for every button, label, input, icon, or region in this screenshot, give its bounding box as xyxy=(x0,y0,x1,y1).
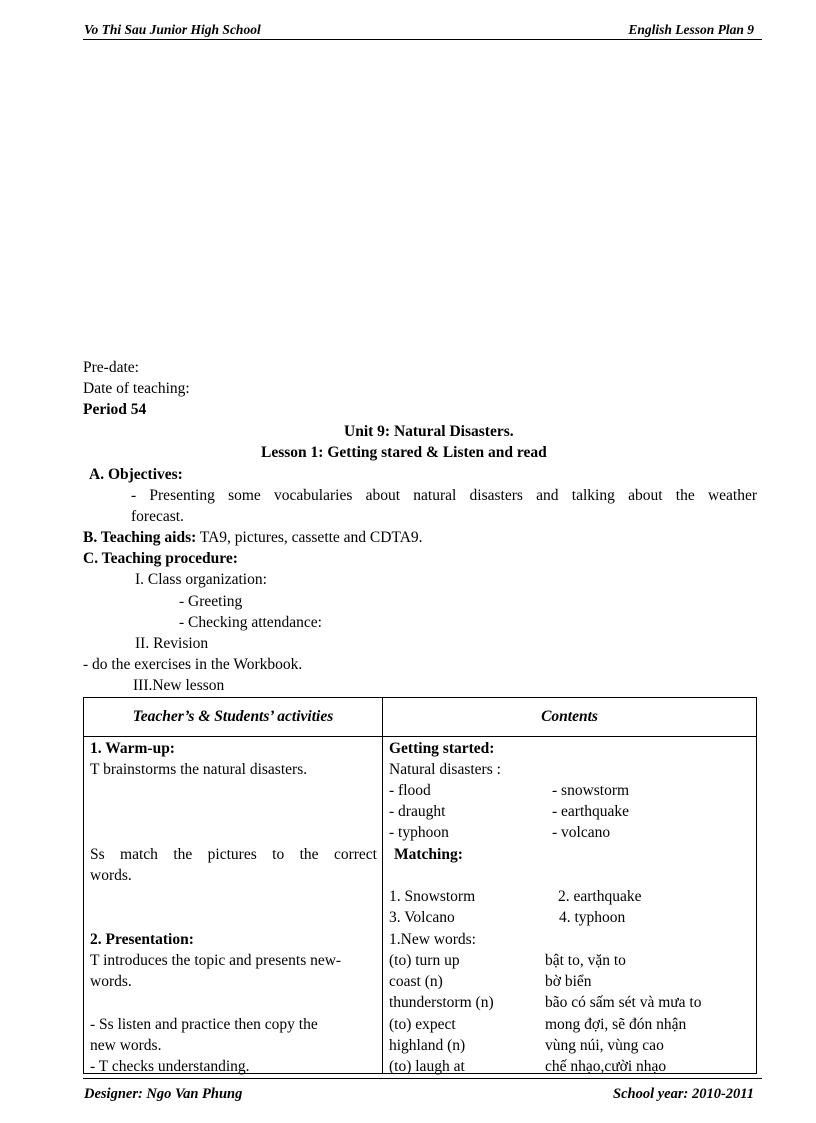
match-4: 4. typhoon xyxy=(559,909,626,926)
footer-rule xyxy=(83,1078,762,1079)
revision-heading: II. Revision xyxy=(135,635,209,652)
getting-started-heading: Getting started: xyxy=(389,740,495,757)
vocab-english: coast (n) xyxy=(389,973,443,990)
unit-title: Unit 9: Natural Disasters. xyxy=(344,423,514,440)
lesson-table xyxy=(83,697,757,1074)
word-snowstorm: - snowstorm xyxy=(552,782,630,799)
activities-column-header: Teacher’s & Students’ activities xyxy=(84,698,383,737)
vocab-english: thunderstorm (n) xyxy=(389,994,494,1011)
header-rule xyxy=(83,39,762,40)
word-typhoon: - typhoon xyxy=(389,824,449,841)
vocab-english: highland (n) xyxy=(389,1037,466,1054)
presentation-heading: 2. Presentation: xyxy=(90,931,194,948)
word-volcano: - volcano xyxy=(552,824,611,841)
contents-column-header: Contents xyxy=(383,698,757,737)
vocab-vietnamese: chế nhạo,cười nhạo xyxy=(545,1058,667,1075)
class-organization: I. Class organization: xyxy=(135,571,267,588)
attendance-item: - Checking attendance: xyxy=(179,614,322,631)
period-label: Period 54 xyxy=(83,401,147,418)
lesson-title: Lesson 1: Getting stared & Listen and read xyxy=(261,444,547,461)
vocab-vietnamese: bật to, vặn to xyxy=(545,952,626,969)
warmup-heading: 1. Warm-up: xyxy=(90,740,175,757)
word-earthquake: - earthquake xyxy=(552,803,630,820)
procedure-heading: C. Teaching procedure: xyxy=(83,550,238,567)
greeting-item: - Greeting xyxy=(179,593,243,610)
match-2: 2. earthquake xyxy=(558,888,642,905)
checks-line: - T checks understanding. xyxy=(90,1058,250,1075)
teaching-aids-label: B. Teaching aids: xyxy=(83,529,197,546)
activities-cell xyxy=(84,737,382,1073)
matching-heading: Matching: xyxy=(394,846,463,863)
predate-label: Pre-date: xyxy=(83,359,139,376)
vocab-english: (to) expect xyxy=(389,1016,456,1033)
footer-designer: Designer: Ngo Van Phung xyxy=(84,1086,243,1102)
word-draught: - draught xyxy=(389,803,446,820)
new-words-heading: 1.New words: xyxy=(389,931,476,948)
match-1: 1. Snowstorm xyxy=(389,888,476,905)
vocab-vietnamese: vùng núi, vùng cao xyxy=(545,1037,664,1054)
vocab-vietnamese: mong đợi, sẽ đón nhận xyxy=(545,1016,687,1033)
listen-line-1: - Ss listen and practice then copy the xyxy=(90,1016,318,1033)
vocab-vietnamese: bờ biển xyxy=(545,973,592,990)
vocab-english: (to) turn up xyxy=(389,952,460,969)
intro-line-1: T introduces the topic and presents new- xyxy=(90,952,342,969)
header-school: Vo Thi Sau Junior High School xyxy=(84,22,261,37)
contents-cell xyxy=(383,737,756,1073)
matching-activity-line-2: words. xyxy=(90,867,132,884)
natural-disasters-label: Natural disasters : xyxy=(389,761,501,778)
brainstorm-text: T brainstorms the natural disasters. xyxy=(90,761,308,778)
objectives-line-2: forecast. xyxy=(131,508,184,525)
matching-activity-line-1: Ss match the pictures to the correct xyxy=(90,846,377,863)
vocab-english: (to) laugh at xyxy=(389,1058,465,1075)
teaching-aids xyxy=(83,529,423,547)
date-of-teaching-label: Date of teaching: xyxy=(83,380,190,397)
workbook-line: - do the exercises in the Workbook. xyxy=(83,656,303,673)
word-flood: - flood xyxy=(389,782,431,799)
footer-school-year: School year: 2010-2011 xyxy=(613,1086,754,1102)
new-lesson-heading: III.New lesson xyxy=(133,677,225,694)
header-doc-title: English Lesson Plan 9 xyxy=(628,22,754,37)
intro-line-2: words. xyxy=(90,973,132,990)
listen-line-2: new words. xyxy=(90,1037,162,1054)
vocab-vietnamese: bão có sấm sét và mưa to xyxy=(545,994,702,1011)
match-3: 3. Volcano xyxy=(389,909,455,926)
objectives-heading: A. Objectives: xyxy=(89,466,183,483)
teaching-aids-text: TA9, pictures, cassette and CDTA9. xyxy=(196,529,423,546)
objectives-line-1: - Presenting some vocabularies about natural disasters and talking about the weather xyxy=(131,487,757,504)
